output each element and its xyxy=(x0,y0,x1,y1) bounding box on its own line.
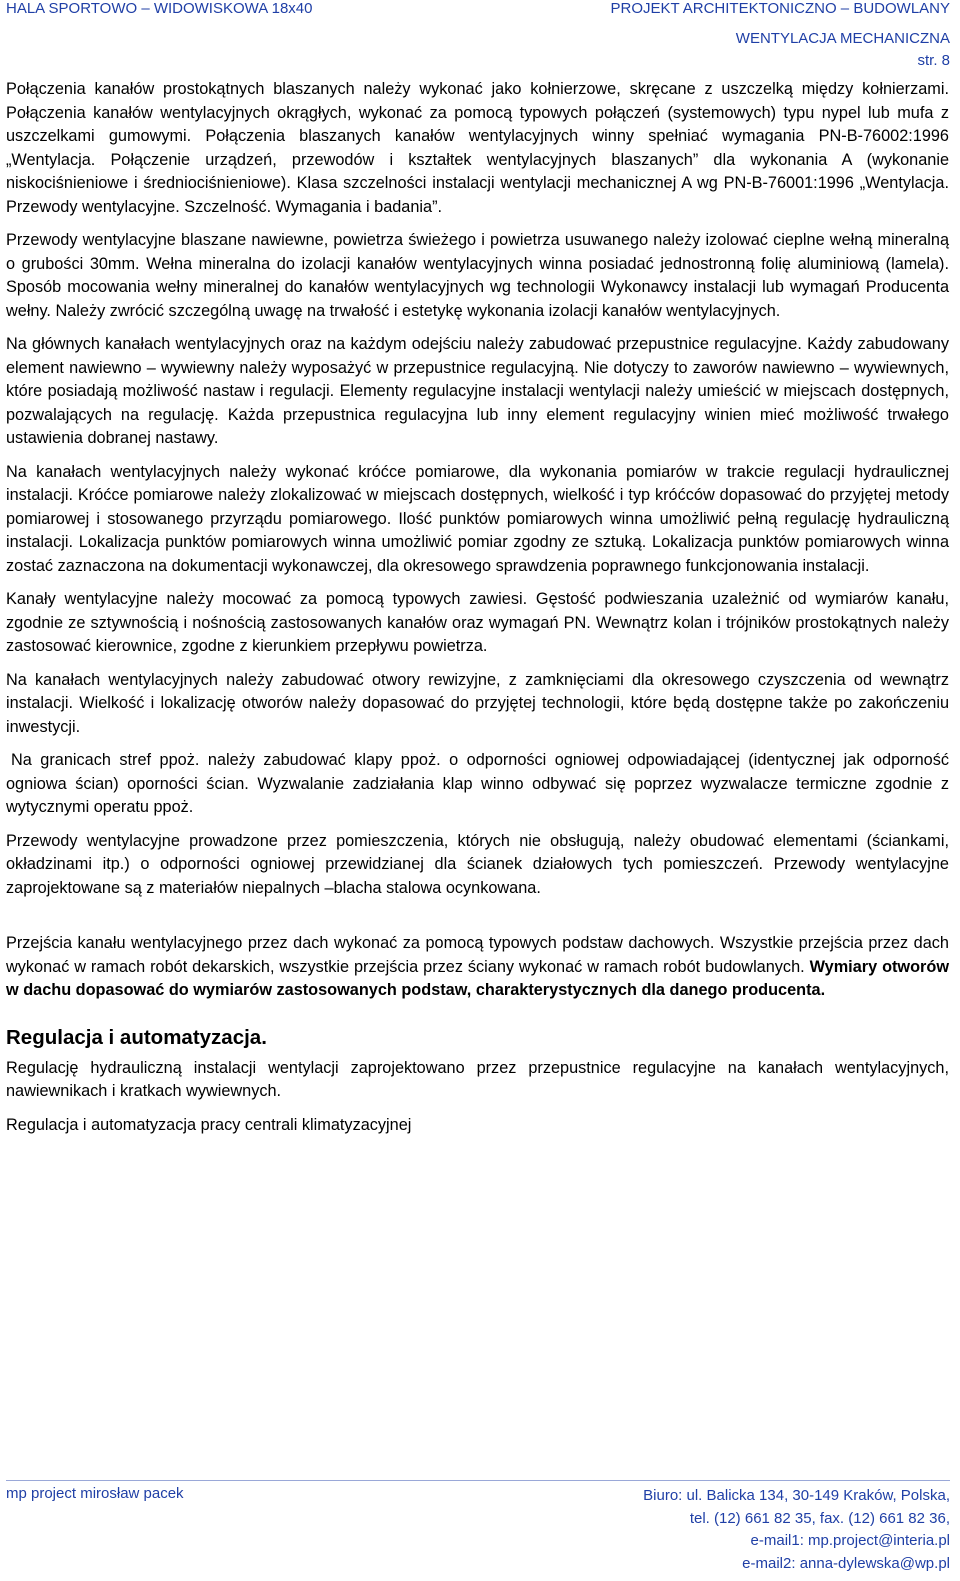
footer-contact-block xyxy=(643,1485,950,1575)
paragraph-roof-penetrations xyxy=(6,932,949,1003)
paragraph-duct-insulation: Przewody wentylacyjne blaszane nawiewne, powietrza świeżego i powietrza usuwanego należy izolować cieplne wełną mineralną o grubości 30mm. Wełna mineralna do izolacji kanałów wentylacyjnych winna posiadać jednostronną folię aluminiową (lamela). Sposób mocowania wełny mineralnej do kanałów wentylacyjnych wg technologii Wykonawcy instalacji lub wymagań Producenta wełny. Należy zwrócić szczególną uwagę na trwałość i estetykę wykonania izolacji kanałów wentylacyjnych. xyxy=(6,231,949,320)
page-header xyxy=(6,0,950,70)
paragraph-duct-mounting: Kanały wentylacyjne należy mocować za pomocą typowych zawiesi. Gęstość podwieszania uzależnić od wymiarów kanału, zgodnie ze sztywnością i nośnością zastosowanych kanałów oraz wymagań PN. Wewnątrz kolan i trójników prostokątnych należy zastosować kierownice, zgodne z kierunkiem przepływu powietrza. xyxy=(6,590,949,655)
header-section-title: WENTYLACJA MECHANICZNA xyxy=(735,30,950,47)
footer-email-2: e-mail2: anna-dylewska@wp.pl xyxy=(742,1554,950,1572)
header-page-number: str. 8 xyxy=(917,52,950,69)
roof-penetrations-bold-text: Wymiary otworów w dachu dopasować do wymiarów zastosowanych podstaw, charakterystycznych dla danego producenta. xyxy=(6,957,949,999)
paragraph-inspection-openings: Na kanałach wentylacyjnych należy zabudować otwory rewizyjne, z zamknięciami dla okresowego czyszczenia od wewnątrz instalacji. Wielkość i lokalizację otworów należy dopasować do przyjętej technologii, które będą dostępne także po zakończeniu inwestycji. xyxy=(6,670,949,736)
roof-penetrations-text: Przejścia kanału wentylacyjnego przez dach wykonać za pomocą typowych podstaw dachowych. Wszystkie przejścia przez dach wykonać w ramach robót dekarskich, wszystkie przejścia przez ściany wykonać w ramach robót budowlanych. xyxy=(6,934,949,976)
section-heading-regulation: Regulacja i automatyzacja. xyxy=(6,1025,267,1049)
paragraph-dampers: Na głównych kanałach wentylacyjnych oraz na każdym odejściu należy zabudować przepustnice regulacyjne. Każdy zabudowany element nawiewno – wywiewny należy wyposażyć w przepustnice regulacyjną. Nie dotyczy to zaworów nawiewno – wywiewnych, które posiadają możliwość nastaw i regulacji. Elementy regulacyjne instalacji wentylacji należy umieścić w miejscach dostępnych, pozwalających na regulację. Każda przepustnica regulacyjna lub inny element regulacyjny winien mieć możliwość trwałego ustawienia dobranej nastawy. xyxy=(6,335,949,447)
page-footer xyxy=(6,1480,950,1580)
paragraph-ahu-automation: Regulacja i automatyzacja pracy centrali klimatyzacyjnej xyxy=(6,1115,412,1134)
header-document-type: PROJEKT ARCHITEKTONICZNO – BUDOWLANY xyxy=(610,0,950,17)
footer-company-name: mp project mirosław pacek xyxy=(6,1485,184,1502)
paragraph-duct-connections: Połączenia kanałów prostokątnych blaszanych należy wykonać jako kołnierzowe, skręcane z uszczelką między kołnierzami. Połączenia kanałów wentylacyjnych okrągłych, wykonać za pomocą typowych połączeń (systemowych) typu nypel lub mufa z uszczelkami gumowymi. Połączenia blaszanych kanałów wentylacyjnych winny spełniać wymagania PN-B-76002:1996 „Wentylacja. Połączenie urządzeń, przewodów i kształtek wentylacyjnych blaszanych” dla wykonania A (wykonanie niskociśnieniowe i średniociśnieniowe). Klasa szczelności instalacji wentylacji mechanicznej A wg PN-B-76001:1996 „Wentylacja. Przewody wentylacyjne. Szczelność. Wymagania i badania”. xyxy=(6,80,949,216)
footer-phone-fax: tel. (12) 661 82 35, fax. (12) 661 82 36, xyxy=(689,1509,950,1527)
footer-address: Biuro: ul. Balicka 134, 30-149 Kraków, Polska, xyxy=(643,1487,950,1504)
footer-email-1: e-mail1: mp.project@interia.pl xyxy=(750,1532,950,1549)
paragraph-measurement-points: Na kanałach wentylacyjnych należy wykonać króćce pomiarowe, dla wykonania pomiarów w trakcie regulacji hydraulicznej instalacji. Króćce pomiarowe należy zlokalizować w miejscach dostępnych, wielkość i typ króćców dopasować do przyjętej metody pomiarowej i stosowanego przyrządu pomiarowego. Ilość punktów pomiarowych winna umożliwić pełną regulację hydrauliczną instalacji. Lokalizacja punktów pomiarowych winna umożliwić pomiar zgodny ze sztuką. Lokalizacja punktów pomiarowych winna zostać zaznaczona na dokumentacji wykonawczej, dla okresowego sprawdzenia poprawnego funkcjonowania instalacji. xyxy=(6,462,949,575)
footer-divider xyxy=(6,1480,950,1481)
paragraph-fire-dampers: Na granicach stref ppoż. należy zabudować klapy ppoż. o odporności ogniowej odpowiadającej (identycznej jak odporność ogniowa ścian) oporności ścian. Wyzwalanie zadziałania klap winno odbywać się poprzez wyzwalacze termiczne zgodnie z wytycznymi operatu ppoż. xyxy=(6,751,949,816)
header-right-block xyxy=(611,0,951,69)
header-project-title: HALA SPORTOWO – WIDOWISKOWA 18x40 xyxy=(6,0,313,17)
paragraph-fire-enclosure: Przewody wentylacyjne prowadzone przez pomieszczenia, których nie obsługują, należy obudować elementami (ściankami, okładzinami itp.) o odporności ogniowej przewidzianej dla ścianek działowych tych pomieszczeń. Przewody wentylacyjne zaprojektowane są z materiałów niepalnych –blacha stalowa ocynkowana. xyxy=(6,831,949,897)
document-body xyxy=(6,78,949,1147)
paragraph-hydraulic-regulation: Regulację hydrauliczną instalacji wentylacji zaprojektowano przez przepustnice regulacyjne na kanałach wentylacyjnych, nawiewnikach i kratkach wywiewnych. xyxy=(6,1058,949,1100)
